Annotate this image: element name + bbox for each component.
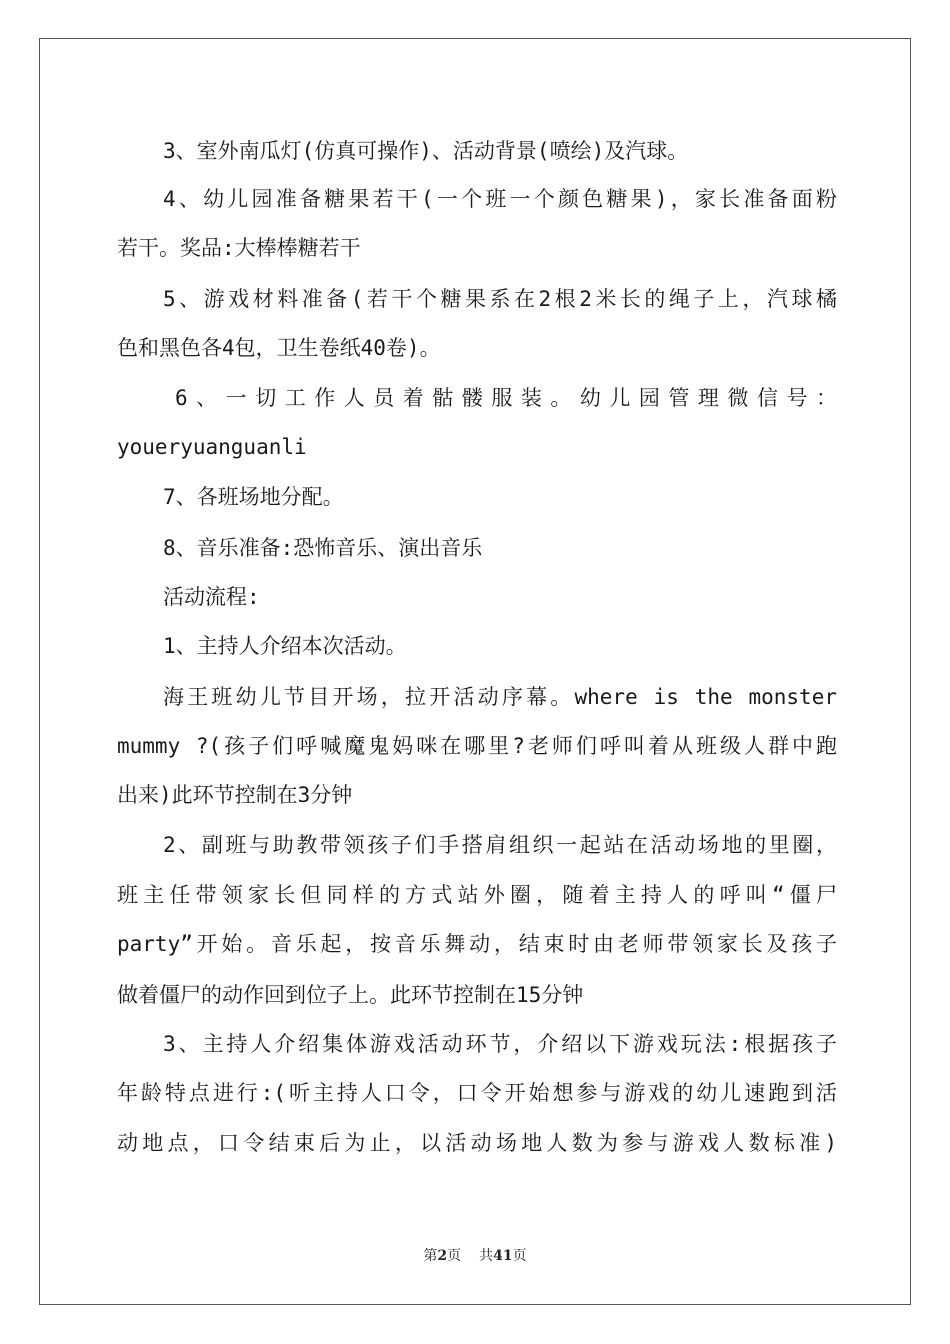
page-label-suffix: 页 <box>447 1248 462 1264</box>
text-line: 出来)此环节控制在3分钟 <box>117 783 353 807</box>
text-line: 1、主持人介绍本次活动。 <box>163 634 407 658</box>
text-line: 若干。奖品:大棒棒糖若干 <box>117 236 361 260</box>
text-line: 6、一切工作人员着骷髅服装。幼儿园管理微信号： <box>175 386 837 410</box>
text-line: 年龄特点进行:(听主持人口令，口令开始想参与游戏的幼儿速跑到活 <box>117 1081 837 1105</box>
text-line: 5、游戏材料准备(若干个糖果系在2根2米长的绳子上，汽球橘 <box>163 287 837 311</box>
text-line: 班主任带领家长但同样的方式站外圈，随着主持人的呼叫“僵尸 <box>117 883 837 907</box>
text-line: 2、副班与助教带领孩子们手搭肩组织一起站在活动场地的里圈， <box>163 833 837 857</box>
text-line: 海王班幼儿节目开场，拉开活动序幕。where is the monster <box>163 685 837 709</box>
text-line: 动地点，口令结束后为止，以活动场地人数为参与游戏人数标准) <box>117 1131 837 1155</box>
text-line: 8、音乐准备:恐怖音乐、演出音乐 <box>163 536 483 560</box>
page-label-prefix: 第 <box>423 1248 438 1264</box>
text-line: 3、主持人介绍集体游戏活动环节，介绍以下游戏玩法:根据孩子 <box>163 1032 837 1056</box>
text-line: 色和黑色各4包，卫生卷纸40卷)。 <box>117 336 441 360</box>
total-label-prefix: 共 <box>479 1248 494 1264</box>
text-line: party”开始。音乐起，按音乐舞动，结束时由老师带领家长及孩子 <box>117 932 837 956</box>
total-label-suffix: 页 <box>512 1248 527 1264</box>
text-line: mummy ?(孩子们呼喊魔鬼妈咪在哪里?老师们呼叫着从班级人群中跑 <box>117 734 837 758</box>
text-line: 做着僵尸的动作回到位子上。此环节控制在15分钟 <box>117 983 584 1007</box>
text-line: youeryuanguanli <box>117 435 307 459</box>
page-number: 2 <box>437 1248 448 1264</box>
text-line: 7、各班场地分配。 <box>163 485 344 509</box>
page-footer <box>0 1245 950 1265</box>
page-border <box>39 38 911 1305</box>
text-line: 3、室外南瓜灯(仿真可操作)、活动背景(喷绘)及汽球。 <box>163 139 689 163</box>
total-pages: 41 <box>493 1248 513 1264</box>
text-line: 4、幼儿园准备糖果若干(一个班一个颜色糖果)，家长准备面粉 <box>163 187 837 211</box>
text-line: 活动流程: <box>163 585 260 609</box>
